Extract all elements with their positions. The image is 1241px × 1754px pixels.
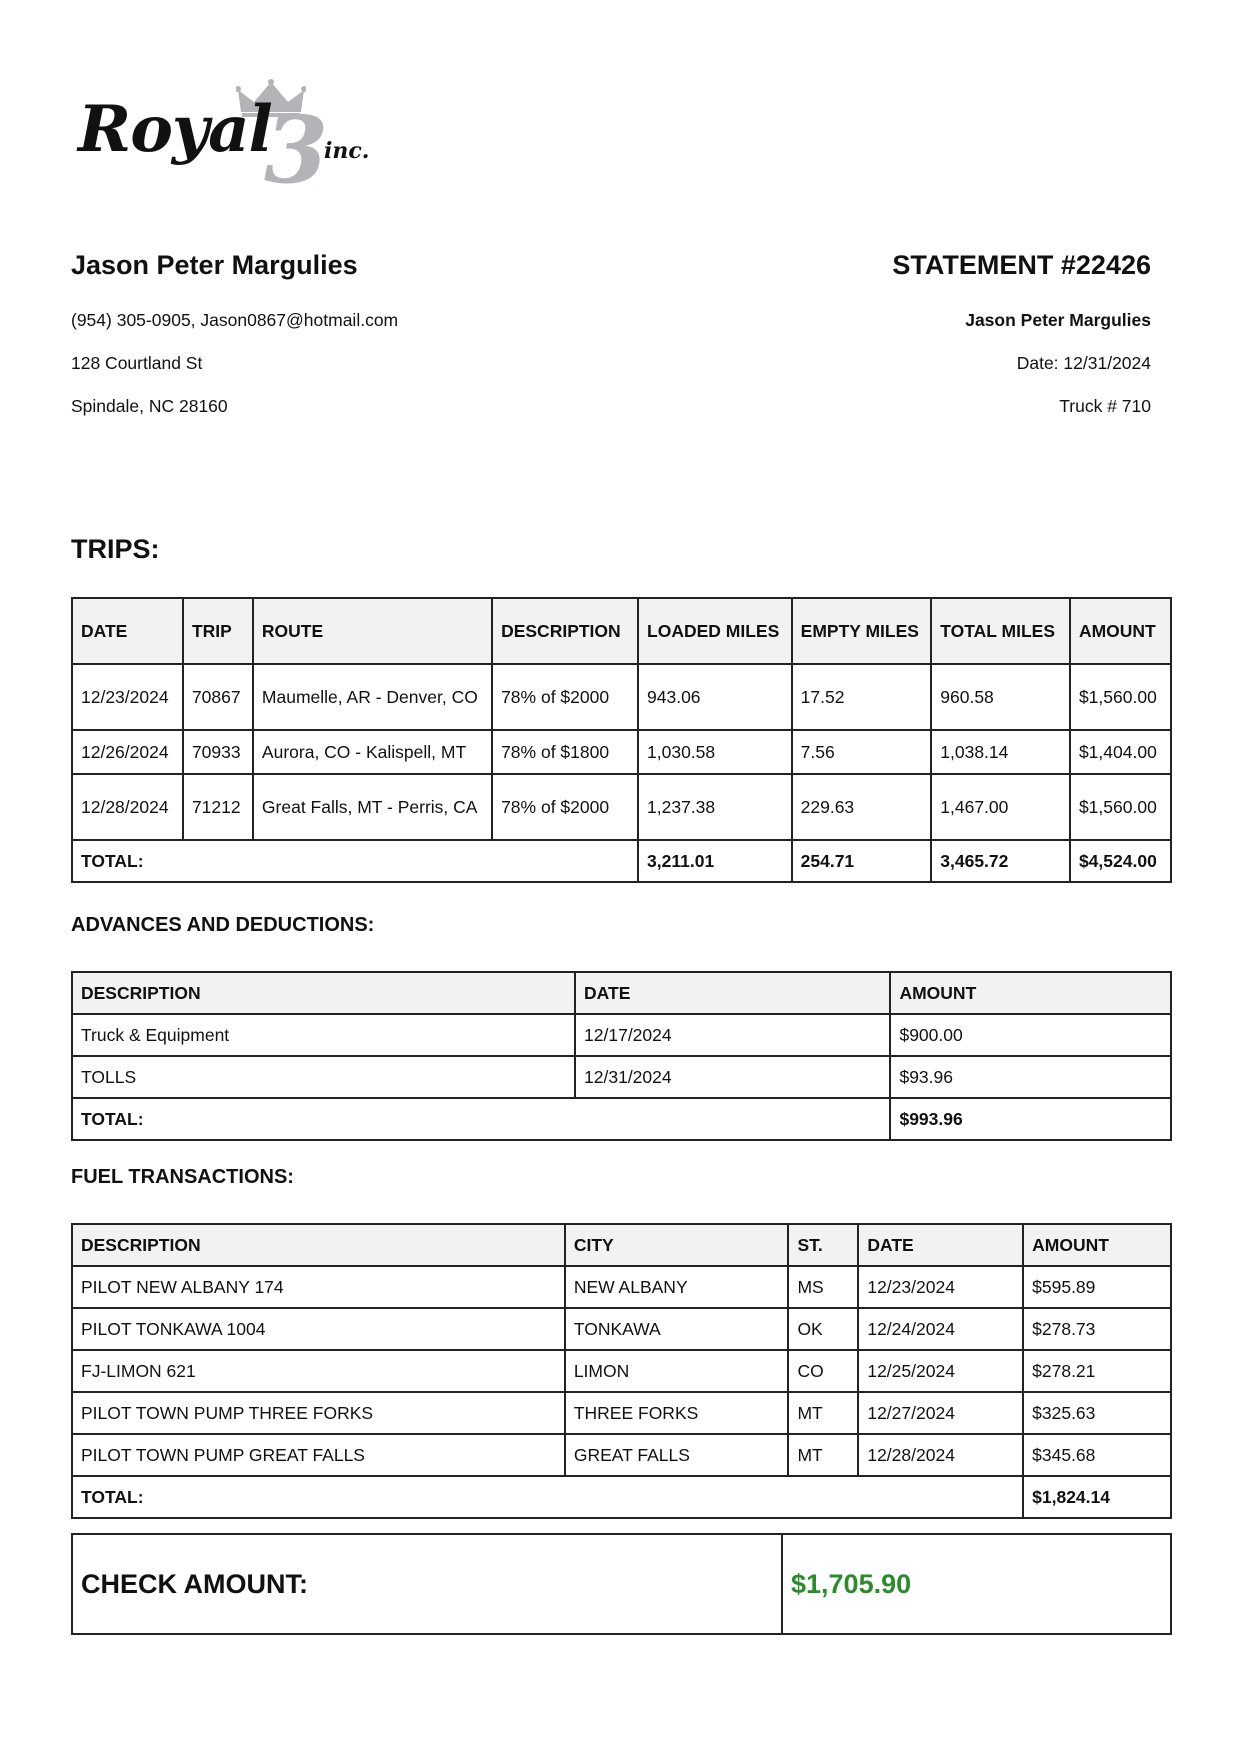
advance-amount: $93.96	[890, 1056, 1171, 1098]
fuel-date: 12/27/2024	[858, 1392, 1023, 1434]
fuel-description: FJ-LIMON 621	[72, 1350, 565, 1392]
trip-loaded-miles: 1,237.38	[638, 774, 792, 840]
trips-title: TRIPS:	[71, 534, 160, 564]
advances-table	[71, 971, 1172, 1141]
fuel-amount: $595.89	[1023, 1266, 1171, 1308]
table-row	[72, 1014, 1171, 1056]
trip-number: 70933	[183, 730, 253, 774]
fuel-city: TONKAWA	[565, 1308, 789, 1350]
fuel-state: MS	[788, 1266, 858, 1308]
trip-description: 78% of $2000	[492, 774, 638, 840]
table-row	[72, 1266, 1171, 1308]
advances-title: ADVANCES AND DEDUCTIONS:	[71, 914, 375, 936]
fuel-city: GREAT FALLS	[565, 1434, 789, 1476]
fuel-amount: $345.68	[1023, 1434, 1171, 1476]
column-header: LOADED MILES	[638, 598, 792, 664]
table-header-row	[72, 598, 1171, 664]
trip-loaded-miles: 943.06	[638, 664, 792, 730]
fuel-amount: $278.21	[1023, 1350, 1171, 1392]
trip-number: 71212	[183, 774, 253, 840]
fuel-state: OK	[788, 1308, 858, 1350]
fuel-city: LIMON	[565, 1350, 789, 1392]
check-divider	[781, 1535, 783, 1633]
trip-date: 12/23/2024	[72, 664, 183, 730]
fuel-city: THREE FORKS	[565, 1392, 789, 1434]
logo-wordmark: Royal	[78, 92, 272, 167]
table-header-row	[72, 972, 1171, 1014]
table-row	[72, 730, 1171, 774]
statement-name: Jason Peter Margulies	[965, 310, 1151, 330]
trip-date: 12/28/2024	[72, 774, 183, 840]
trip-amount: $1,404.00	[1070, 730, 1171, 774]
table-row	[72, 1056, 1171, 1098]
driver-street: 128 Courtland St	[71, 353, 203, 373]
trip-date: 12/26/2024	[72, 730, 183, 774]
fuel-table	[71, 1223, 1172, 1519]
advance-description: Truck & Equipment	[72, 1014, 575, 1056]
total-label: TOTAL:	[72, 1098, 890, 1140]
check-amount-label: CHECK AMOUNT:	[81, 1569, 308, 1599]
total-amount: $993.96	[890, 1098, 1171, 1140]
advance-date: 12/17/2024	[575, 1014, 890, 1056]
table-row	[72, 1392, 1171, 1434]
trip-empty-miles: 229.63	[792, 774, 932, 840]
fuel-state: MT	[788, 1392, 858, 1434]
table-row	[72, 774, 1171, 840]
column-header: ROUTE	[253, 598, 492, 664]
table-row	[72, 1350, 1171, 1392]
total-row	[72, 1098, 1171, 1140]
trip-total-miles: 960.58	[931, 664, 1070, 730]
total-loaded-miles: 3,211.01	[638, 840, 792, 882]
fuel-amount: $325.63	[1023, 1392, 1171, 1434]
column-header: AMOUNT	[1070, 598, 1171, 664]
trip-total-miles: 1,038.14	[931, 730, 1070, 774]
logo-suffix: inc.	[324, 138, 370, 164]
fuel-date: 12/28/2024	[858, 1434, 1023, 1476]
fuel-date: 12/25/2024	[858, 1350, 1023, 1392]
table-row	[72, 1434, 1171, 1476]
fuel-state: CO	[788, 1350, 858, 1392]
check-amount-box	[71, 1533, 1172, 1635]
total-empty-miles: 254.71	[792, 840, 932, 882]
trip-empty-miles: 7.56	[792, 730, 932, 774]
advance-amount: $900.00	[890, 1014, 1171, 1056]
column-header: DESCRIPTION	[492, 598, 638, 664]
trip-route: Maumelle, AR - Denver, CO	[253, 664, 492, 730]
trip-loaded-miles: 1,030.58	[638, 730, 792, 774]
trip-route: Aurora, CO - Kalispell, MT	[253, 730, 492, 774]
driver-contact: (954) 305-0905, Jason0867@hotmail.com	[71, 310, 399, 330]
trip-total-miles: 1,467.00	[931, 774, 1070, 840]
column-header: DESCRIPTION	[72, 1224, 565, 1266]
trip-description: 78% of $2000	[492, 664, 638, 730]
fuel-date: 12/24/2024	[858, 1308, 1023, 1350]
trip-amount: $1,560.00	[1070, 774, 1171, 840]
total-miles: 3,465.72	[931, 840, 1070, 882]
fuel-city: NEW ALBANY	[565, 1266, 789, 1308]
total-row	[72, 1476, 1171, 1518]
trip-description: 78% of $1800	[492, 730, 638, 774]
statement-title: STATEMENT #22426	[892, 250, 1151, 280]
total-amount: $4,524.00	[1070, 840, 1171, 882]
fuel-state: MT	[788, 1434, 858, 1476]
advance-date: 12/31/2024	[575, 1056, 890, 1098]
trip-amount: $1,560.00	[1070, 664, 1171, 730]
column-header: DATE	[575, 972, 890, 1014]
statement-truck: Truck # 710	[1059, 396, 1151, 416]
fuel-title: FUEL TRANSACTIONS:	[71, 1166, 294, 1188]
column-header: CITY	[565, 1224, 789, 1266]
column-header: DESCRIPTION	[72, 972, 575, 1014]
trip-route: Great Falls, MT - Perris, CA	[253, 774, 492, 840]
fuel-description: PILOT TONKAWA 1004	[72, 1308, 565, 1350]
total-amount: $1,824.14	[1023, 1476, 1171, 1518]
check-amount-value: $1,705.90	[791, 1569, 912, 1599]
column-header: AMOUNT	[890, 972, 1171, 1014]
total-label: TOTAL:	[72, 1476, 1023, 1518]
table-row	[72, 664, 1171, 730]
table-row	[72, 1308, 1171, 1350]
logo-number: 3	[264, 96, 329, 204]
fuel-description: PILOT NEW ALBANY 174	[72, 1266, 565, 1308]
statement-date: Date: 12/31/2024	[1016, 353, 1151, 373]
driver-name: Jason Peter Margulies	[71, 250, 358, 280]
trip-empty-miles: 17.52	[792, 664, 932, 730]
total-row	[72, 840, 1171, 882]
company-logo	[78, 78, 388, 204]
column-header: AMOUNT	[1023, 1224, 1171, 1266]
fuel-description: PILOT TOWN PUMP GREAT FALLS	[72, 1434, 565, 1476]
column-header: TOTAL MILES	[931, 598, 1070, 664]
column-header: EMPTY MILES	[792, 598, 932, 664]
fuel-date: 12/23/2024	[858, 1266, 1023, 1308]
trips-table	[71, 597, 1172, 883]
column-header: DATE	[72, 598, 183, 664]
advance-description: TOLLS	[72, 1056, 575, 1098]
column-header: ST.	[788, 1224, 858, 1266]
table-header-row	[72, 1224, 1171, 1266]
column-header: TRIP	[183, 598, 253, 664]
trip-number: 70867	[183, 664, 253, 730]
driver-city: Spindale, NC 28160	[71, 396, 228, 416]
total-label: TOTAL:	[72, 840, 638, 882]
fuel-description: PILOT TOWN PUMP THREE FORKS	[72, 1392, 565, 1434]
column-header: DATE	[858, 1224, 1023, 1266]
fuel-amount: $278.73	[1023, 1308, 1171, 1350]
